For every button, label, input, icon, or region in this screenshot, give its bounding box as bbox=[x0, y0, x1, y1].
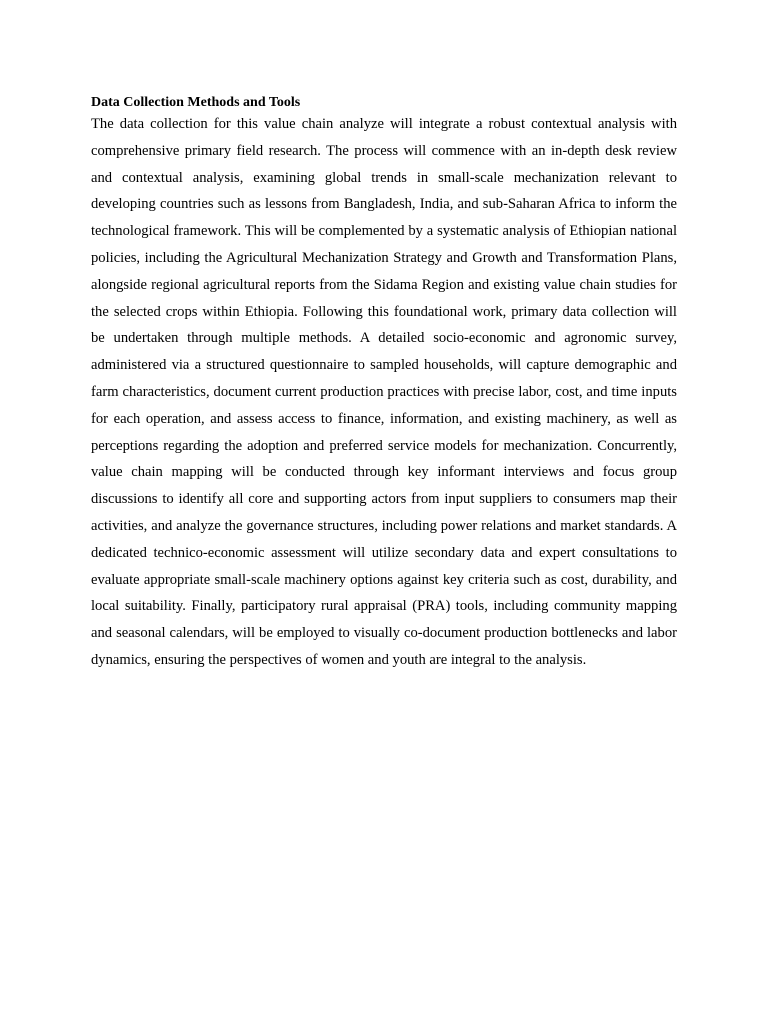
section-paragraph: The data collection for this value chain analyze will integrate a robust contextual analysis with comprehensive primary field research. The process will commence with an in-depth desk review and contextual analysis, examining global trends in small-scale mechanization relevant to developing countries such as lessons from Bangladesh, India, and sub-Saharan Africa to inform the technological framework. This will be complemented by a systematic analysis of Ethiopian national policies, including the Agricultural Mechanization Strategy and Growth and Transformation Plans, alongside regional agricultural reports from the Sidama Region and existing value chain studies for the selected crops within Ethiopia. Following this foundational work, primary data collection will be undertaken through multiple methods. A detailed socio-economic and agronomic survey, administered via a structured questionnaire to sampled households, will capture demographic and farm characteristics, document current production practices with precise labor, cost, and time inputs for each operation, and assess access to finance, information, and existing machinery, as well as perceptions regarding the adoption and preferred service models for mechanization. Concurrently, value chain mapping will be conducted through key informant interviews and focus group discussions to identify all core and supporting actors from input suppliers to consumers map their activities, and analyze the governance structures, including power relations and market standards. A dedicated technico-economic assessment will utilize secondary data and expert consultations to evaluate appropriate small-scale machinery options against key criteria such as cost, durability, and local suitability. Finally, participatory rural appraisal (PRA) tools, including community mapping and seasonal calendars, will be employed to visually co-document production bottlenecks and labor dynamics, ensuring the perspectives of women and youth are integral to the analysis. bbox=[91, 116, 677, 668]
document-body bbox=[91, 94, 677, 674]
section-heading: Data Collection Methods and Tools bbox=[91, 95, 301, 110]
